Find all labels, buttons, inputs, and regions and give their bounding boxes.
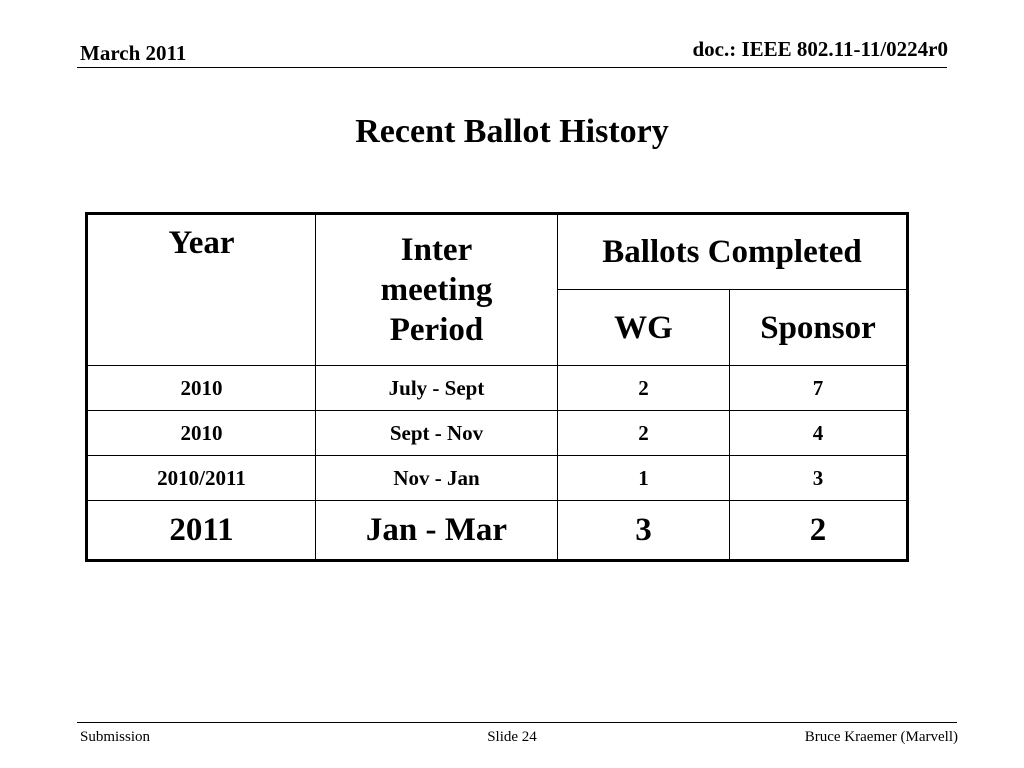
header-ballots-completed: Ballots Completed: [558, 214, 908, 290]
cell-year: 2010: [87, 366, 316, 411]
header-sponsor: Sponsor: [730, 290, 908, 366]
header-doc-id: doc.: IEEE 802.11-11/0224r0: [692, 37, 948, 61]
footer-divider: [77, 722, 957, 723]
header-period: Inter meeting Period: [316, 214, 558, 366]
table-row: [87, 456, 908, 501]
cell-wg: 2: [558, 366, 730, 411]
cell-period: July - Sept: [316, 366, 558, 411]
table-row: [87, 366, 908, 411]
header-divider: [77, 67, 947, 68]
header-wg: WG: [558, 290, 730, 366]
footer-slide-number: Slide 24: [487, 729, 537, 745]
cell-wg: 2: [558, 411, 730, 456]
footer-submission: Submission: [80, 729, 151, 745]
cell-year: 2010: [87, 411, 316, 456]
header-year: Year: [87, 214, 316, 366]
table-header-row: [87, 214, 908, 290]
cell-period: Jan - Mar: [316, 501, 558, 561]
cell-sponsor: 4: [730, 411, 908, 456]
table-row: [87, 501, 908, 561]
cell-period: Nov - Jan: [316, 456, 558, 501]
cell-sponsor: 7: [730, 366, 908, 411]
table-row: [87, 411, 908, 456]
cell-period: Sept - Nov: [316, 411, 558, 456]
cell-sponsor: 2: [730, 501, 908, 561]
slide-title: Recent Ballot History: [355, 113, 669, 150]
cell-wg: 3: [558, 501, 730, 561]
footer-author: Bruce Kraemer (Marvell): [804, 729, 958, 745]
header-date: March 2011: [80, 41, 187, 65]
ballot-history-table: [85, 212, 909, 562]
cell-year: 2011: [87, 501, 316, 561]
cell-sponsor: 3: [730, 456, 908, 501]
cell-year: 2010/2011: [87, 456, 316, 501]
cell-wg: 1: [558, 456, 730, 501]
